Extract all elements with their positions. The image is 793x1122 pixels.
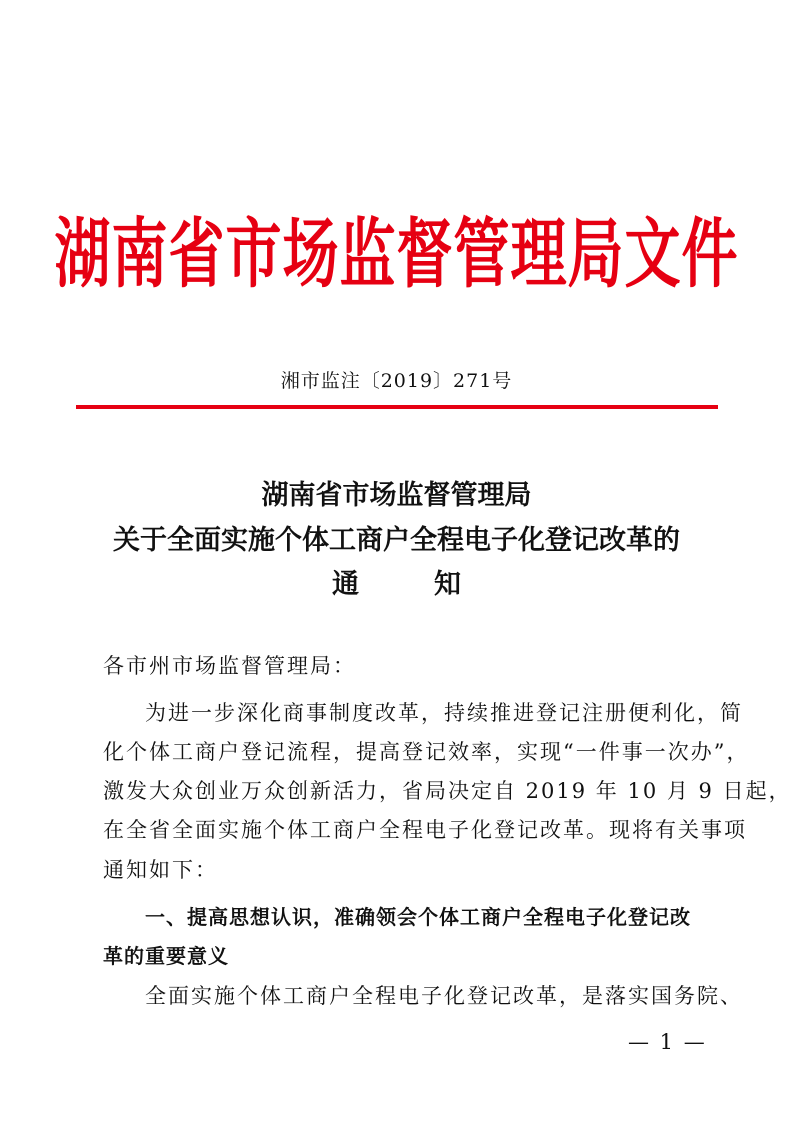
section-heading-line: 一、提高思想认识，准确领会个体工商户全程电子化登记改 (145, 905, 691, 929)
section-heading-line: 革的重要意义 (103, 944, 229, 968)
masthead-title: 湖南省市场监督管理局文件 (54, 211, 739, 299)
title-line-3: 通 知 (332, 569, 485, 600)
page-number: — 1 — (628, 1030, 707, 1054)
paragraph-line: 全面实施个体工商户全程电子化登记改革，是落实国务院、 (145, 984, 743, 1008)
paragraph-line: 激发大众创业万众创新活力，省局决定自 2019 年 10 月 9 日起， (103, 779, 792, 803)
paragraph-line: 在全省全面实施个体工商户全程电子化登记改革。现将有关事项 (103, 818, 747, 842)
paragraph-line: 化个体工商户登记流程，提高登记效率，实现“一件事一次办”， (103, 740, 750, 764)
title-line-2: 关于全面实施个体工商户全程电子化登记改革的 (113, 525, 680, 556)
red-divider (76, 405, 718, 409)
title-line-1: 湖南省市场监督管理局 (261, 480, 532, 511)
document-number: 湘市监注〔2019〕271号 (280, 370, 513, 392)
salutation: 各市州市场监督管理局： (103, 654, 356, 678)
paragraph-line: 通知如下： (103, 858, 218, 882)
paragraph-line: 为进一步深化商事制度改革，持续推进登记注册便利化，简 (145, 701, 743, 725)
